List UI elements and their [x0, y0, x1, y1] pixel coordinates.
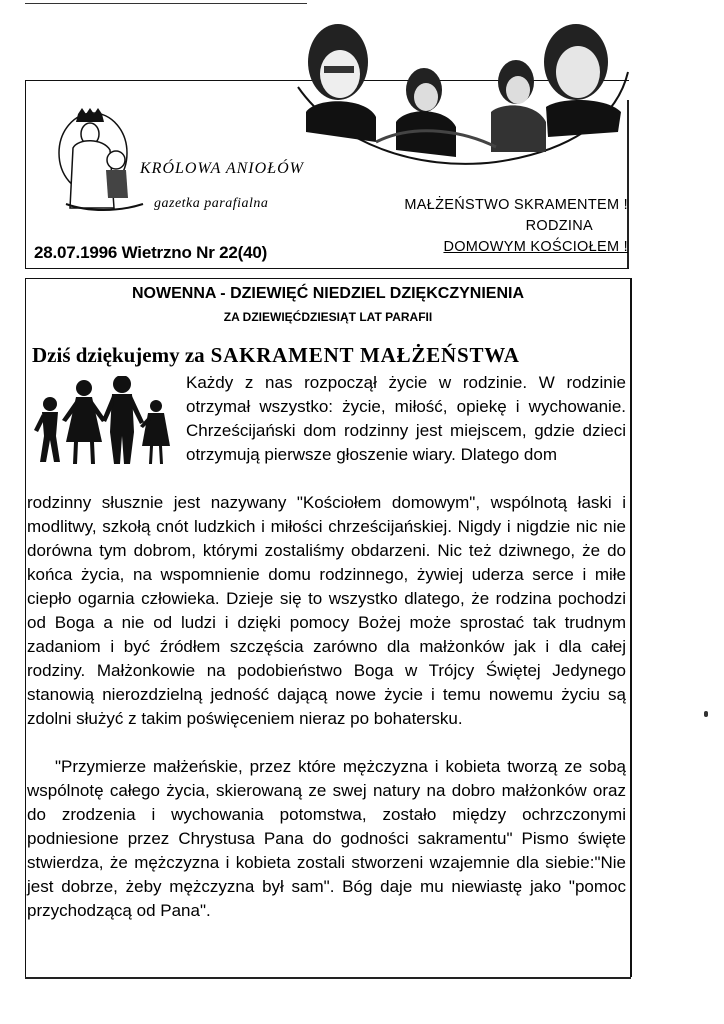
family-photo-illustration — [296, 12, 630, 167]
newspaper-subtitle: gazetka parafialna — [154, 196, 269, 211]
article-bottom-rule — [25, 977, 631, 979]
paragraph-3 — [27, 755, 626, 923]
article-title-caps: SAKRAMENT MAŁŻEŃSTWA — [210, 343, 520, 367]
motto — [404, 195, 628, 258]
top-rule — [25, 3, 307, 4]
stray-mark — [704, 711, 708, 717]
motto-line-3: DOMOWYM KOŚCIOŁEM ! — [443, 239, 628, 255]
paragraph-2: rodzinny słusznie jest nazywany "Kościołem domowym", wspólnotą łaski i modlitwy, szkołą cnót ludzkich i miłości chrześcijańskiej. Nigdy i nigdzie nic nie dorówna tym dobrom, którymi zostaliśmy obdarzeni. Nic też dziwnego, że do końca życia, na wspomnienie domu rodzinnego, żywiej uderza serce i miłe ciepło ogarnia człowieka. Dzieje się to wszystko dlatego, że rodzina pochodzi od Boga a nie od ludzi i dzięki pomocy Bożej może sprostać tak trudnym zadaniom i być źródłem szczęścia zarówno dla małżonków jak i dla całej rodziny. Małżonkowie na podobieństwo Boga w Trójcy Świętej Jedynego stanowią nierozdzielną jedność dającą nowe życie i temu nowemu życiu są zdolni służyć z takim poświęceniem nieraz po bohatersku. — [27, 493, 626, 728]
motto-line-2: RODZINA — [525, 218, 593, 234]
paragraph-3-text: "Przymierze małżeńskie, przez które mężczyzna i kobieta tworzą ze sobą wspólnotę całego życia, skierowaną ze swej natury na dobro małżonków oraz do zrodzenia i wychowania potomstwa, zostało między ochrzczonymi podniesione przez Chrystusa Pana do godności sakramentu" Pismo święte stwierdza, że mężczyzna i kobieta zostali stworzeni wzajemnie dla siebie:"Nie jest dobrze, żeby mężczyzna był sam". Bóg daje mu niewiastę jako "pomoc przychodzącą od Pana". — [27, 757, 626, 920]
article-title-prefix: Dziś dziękujemy za — [32, 343, 205, 367]
article-box — [25, 278, 632, 977]
article-title — [32, 343, 520, 368]
newspaper-title: KRÓLOWA ANIOŁÓW — [140, 160, 304, 177]
article-subheading: ZA DZIEWIĘĆDZIESIĄT LAT PARAFII — [223, 310, 433, 324]
issue-date-number: 28.07.1996 Wietrzno Nr 22(40) — [34, 243, 268, 262]
article-heading: NOWENNA - DZIEWIĘĆ NIEDZIEL DZIĘKCZYNIENIA — [132, 285, 524, 302]
paragraph-1: Każdy z nas rozpoczął życie w rodzinie. W rodzinie otrzymał wszystko: życie, miłość, opiekę i wychowanie. Chrześcijański dom rodzinny jest miejscem, gdzie dzieci otrzymują pierwsze głoszenie wiary. Dlatego dom — [186, 373, 626, 464]
family-silhouette-icon — [32, 376, 177, 466]
motto-line-1: MAŁŻEŃSTWO SKRAMENTEM ! — [404, 197, 628, 213]
